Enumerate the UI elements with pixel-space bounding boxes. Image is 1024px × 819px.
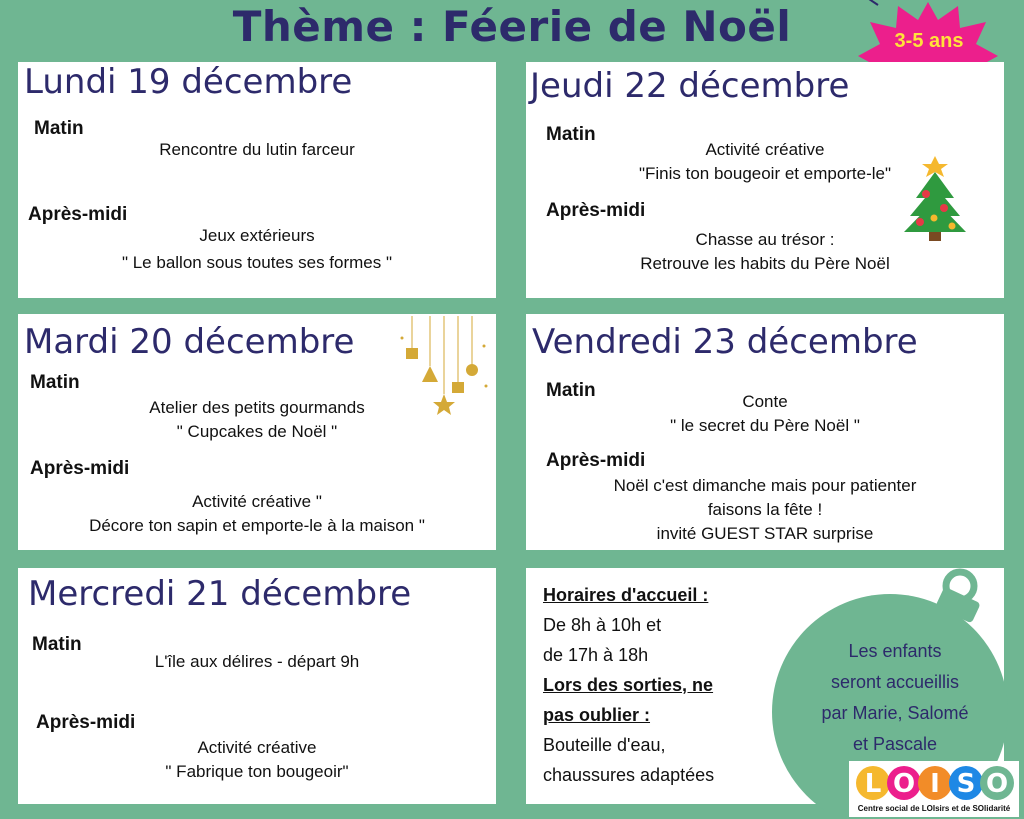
day-title-friday: Vendredi 23 décembre	[532, 322, 918, 362]
friday-morning	[526, 390, 1004, 438]
activity-line: " Cupcakes de Noël "	[176, 422, 338, 441]
activity-line: Conte	[742, 392, 788, 411]
logo-letter: O	[985, 769, 1009, 799]
outing-title: pas oublier :	[543, 705, 651, 725]
logo-tagline: Centre social de LOIsirs et de SOlidarité	[857, 804, 1011, 813]
monday-morning	[18, 138, 496, 162]
activity-line: L'île aux délires - départ 9h	[154, 652, 360, 671]
hours-line: De 8h à 10h et	[543, 615, 662, 635]
day-title-thursday: Jeudi 22 décembre	[530, 66, 850, 106]
logo-letter: I	[930, 769, 940, 799]
morning-label: Matin	[34, 118, 84, 139]
activity-line: faisons la fête !	[707, 500, 823, 519]
hours-line: de 17h à 18h	[543, 645, 649, 665]
logo-letter: L	[864, 769, 882, 799]
outing-item: Bouteille d'eau,	[543, 735, 666, 755]
morning-label: Matin	[546, 380, 596, 401]
activity-line: " le secret du Père Noël "	[670, 416, 860, 435]
christmas-tree-icon	[902, 150, 968, 242]
afternoon-label: Après-midi	[546, 450, 646, 471]
friday-afternoon	[526, 474, 1004, 546]
staff-note	[790, 636, 1000, 760]
activity-line: invité GUEST STAR surprise	[656, 524, 874, 543]
outing-title: Lors des sorties, ne	[543, 675, 714, 695]
activity-line: Activité créative	[705, 140, 825, 159]
age-range: 3-5 ans	[894, 30, 964, 52]
activity-line: Atelier des petits gourmands	[149, 398, 365, 417]
staff-line: Les enfants	[848, 641, 942, 661]
afternoon-label: Après-midi	[36, 712, 136, 733]
activity-line: Activité créative	[197, 738, 317, 757]
page-title: Thème : Féerie de Noël	[232, 2, 792, 51]
activity-line: Retrouve les habits du Père Noël	[640, 254, 890, 273]
afternoon-label: Après-midi	[30, 458, 130, 479]
afternoon-label: Après-midi	[546, 200, 646, 221]
activity-line: Rencontre du lutin farceur	[159, 140, 355, 159]
activity-line: Noël c'est dimanche mais pour patienter	[613, 476, 917, 495]
morning-label: Matin	[546, 124, 596, 145]
info-block	[543, 580, 714, 790]
loiso-logo	[849, 761, 1019, 817]
activity-line: " Le ballon sous toutes ses formes "	[121, 253, 393, 272]
tuesday-afternoon	[18, 490, 496, 538]
wednesday-afternoon	[18, 736, 496, 784]
morning-label: Matin	[32, 634, 82, 655]
hours-title: Horaires d'accueil :	[543, 585, 709, 605]
activity-line: Décore ton sapin et emporte-le à la maison "	[89, 516, 425, 535]
logo-letter: S	[956, 769, 976, 799]
logo-letter: O	[892, 769, 916, 799]
activity-line: Activité créative "	[192, 492, 322, 511]
hanging-ornaments-icon	[396, 316, 492, 416]
afternoon-label: Après-midi	[28, 204, 128, 225]
logo-letters	[849, 763, 1019, 803]
wednesday-morning	[18, 650, 496, 674]
activity-line: Jeux extérieurs	[199, 226, 315, 245]
outing-item: chaussures adaptées	[543, 765, 715, 785]
activity-line: Chasse au trésor :	[695, 230, 835, 249]
monday-afternoon	[18, 222, 496, 276]
activity-line: "Finis ton bougeoir et emporte-le"	[638, 164, 892, 183]
staff-line: seront accueillis	[830, 672, 960, 692]
day-title-monday: Lundi 19 décembre	[24, 62, 353, 102]
day-title-tuesday: Mardi 20 décembre	[24, 322, 355, 362]
staff-line: et Pascale	[852, 734, 938, 754]
morning-label: Matin	[30, 372, 80, 393]
day-title-wednesday: Mercredi 21 décembre	[28, 574, 412, 614]
activity-line: " Fabrique ton bougeoir"	[165, 762, 349, 781]
staff-line: par Marie, Salomé	[821, 703, 969, 723]
